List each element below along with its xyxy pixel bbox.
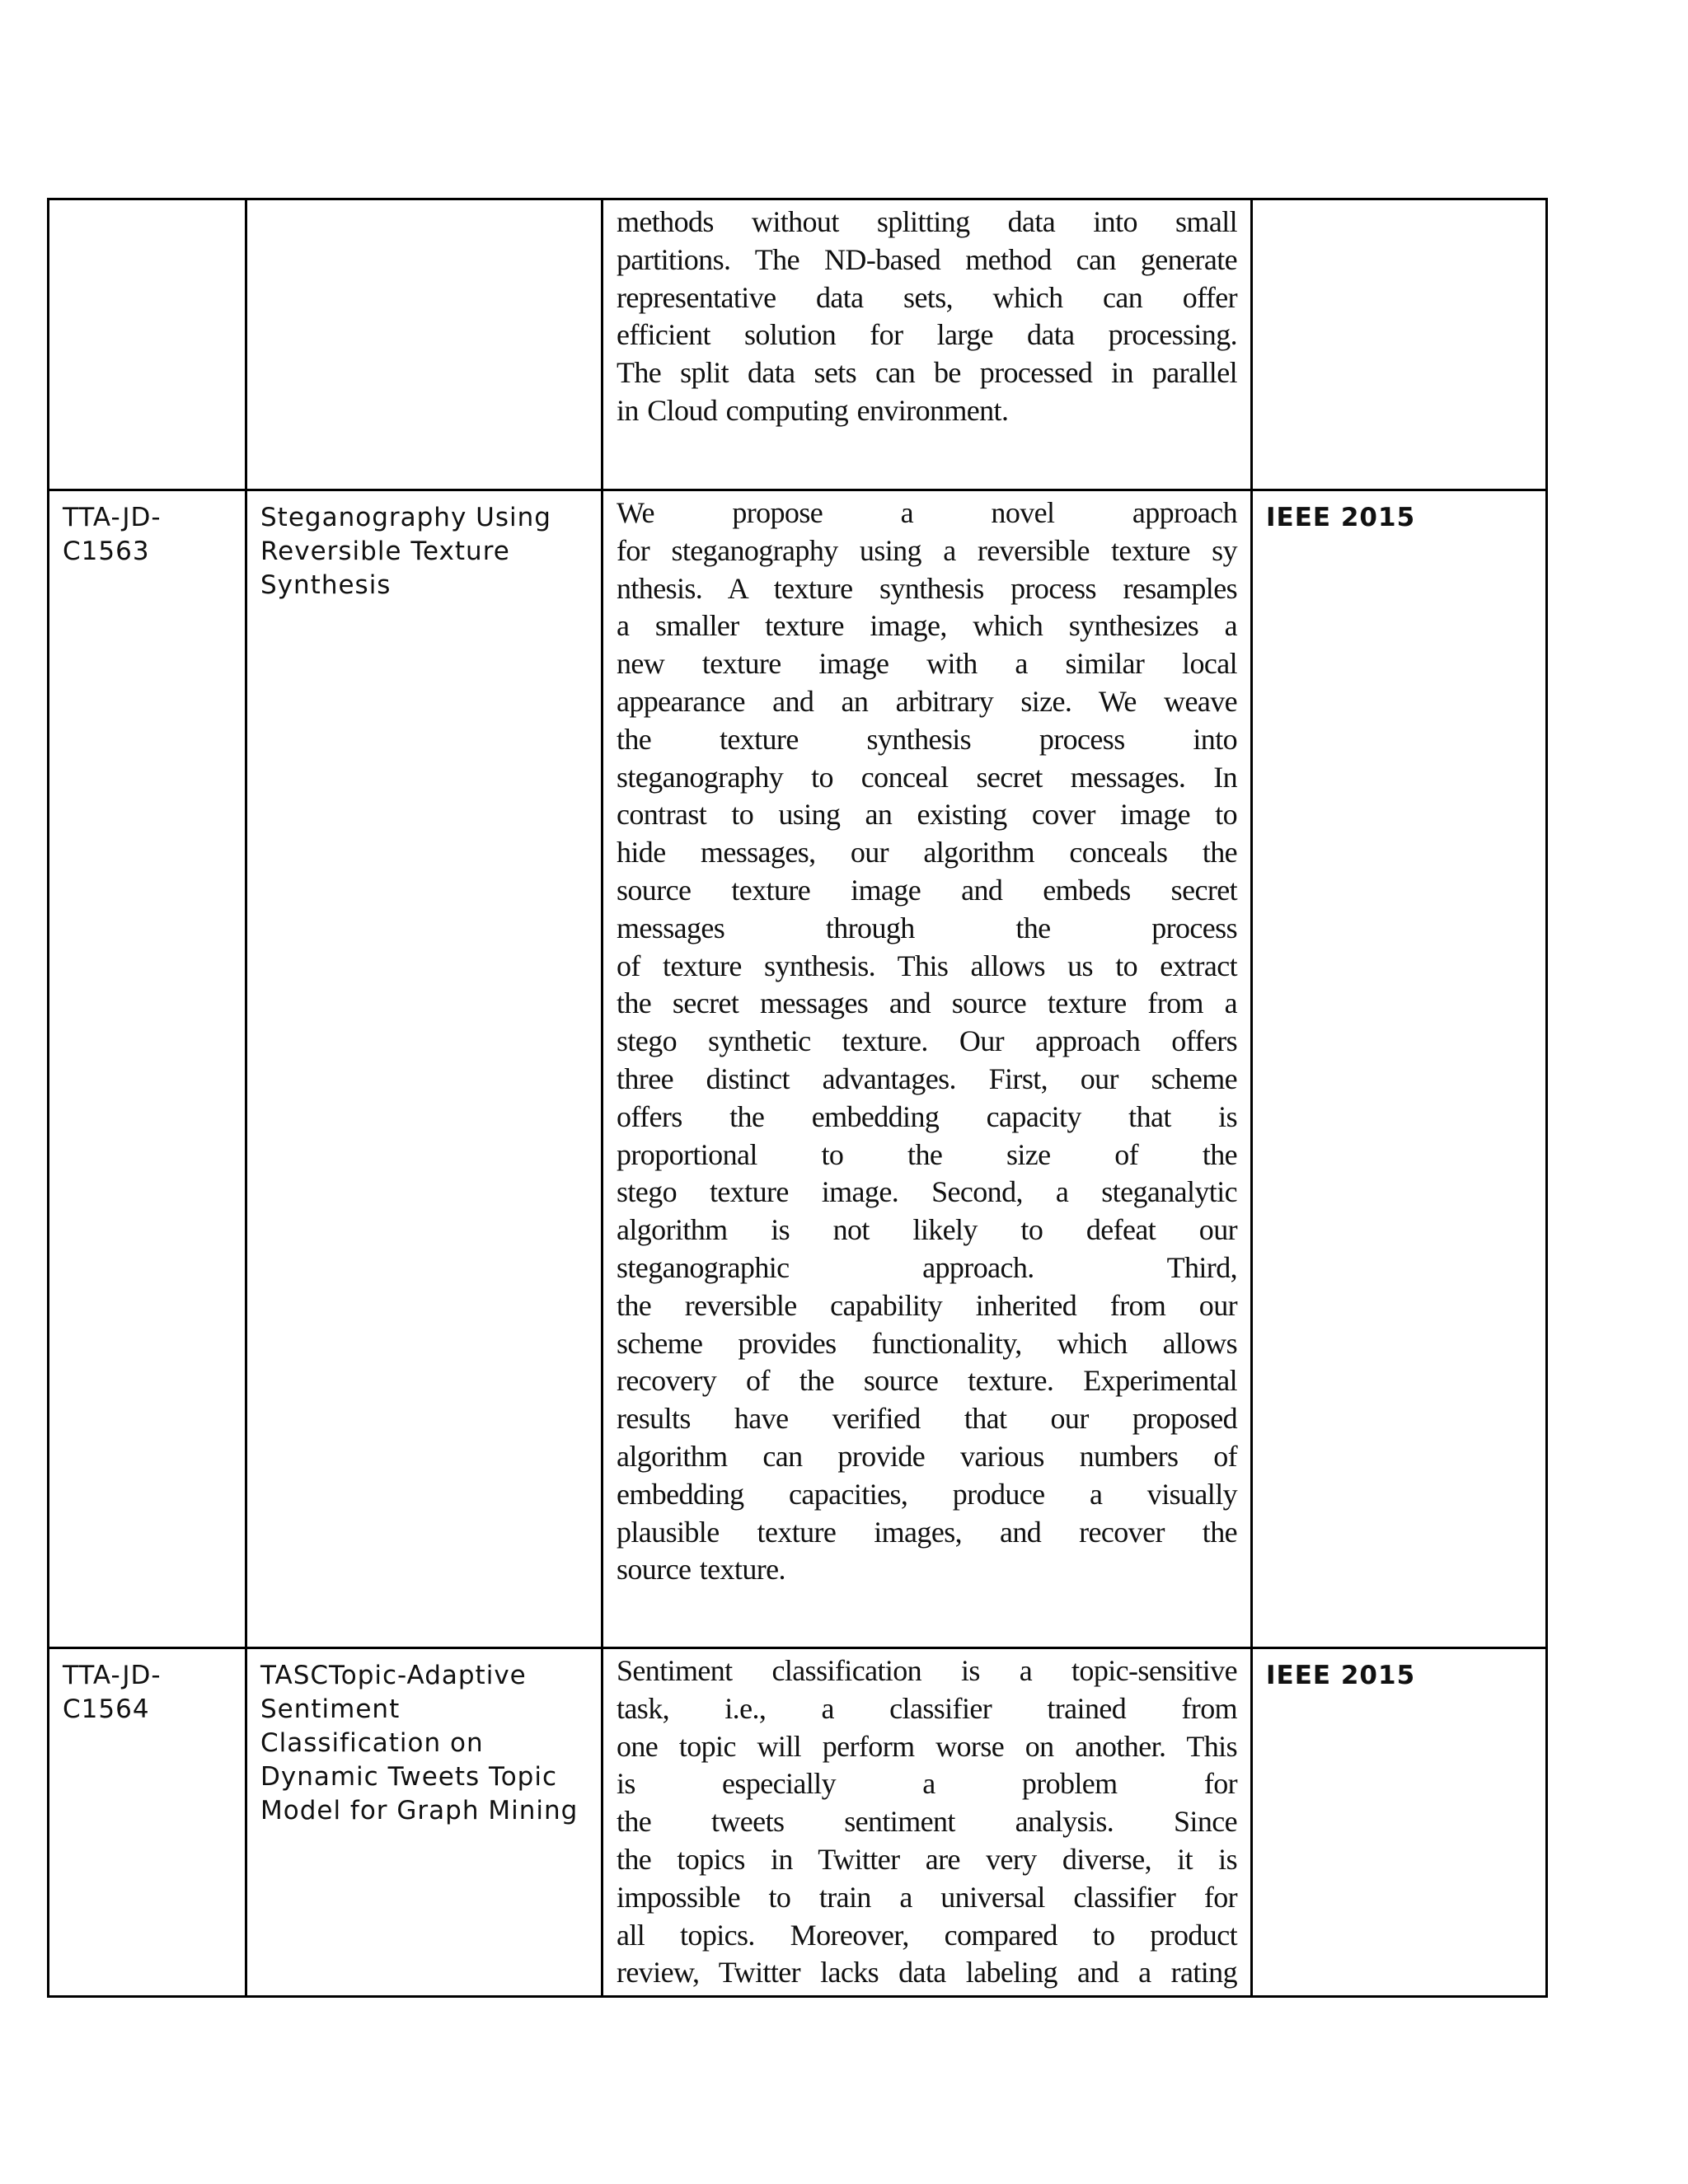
abstract-cell-line: all topics. Moreover, compared to product [617,1918,1237,1952]
abstract-cell-line: task, i.e., a classifier trained from [617,1691,1237,1725]
abstract-cell-line: is especially a problem for [617,1767,1237,1801]
table-row [49,199,1547,490]
abstract-cell-line: embedding capacities, produce a visually [617,1477,1237,1511]
abstract-cell-line: contrast to using an existing cover image to [617,798,1237,832]
abstract-cell-line: the tweets sentiment analysis. Since [617,1805,1237,1839]
project-title-cell-line: Model for Graph Mining [260,1796,579,1825]
project-id-cell [49,199,246,490]
project-title-cell-line: Steganography Using [260,503,551,532]
abstract-cell-line: hide messages, our algorithm conceals the [617,836,1237,869]
project-id-cell-line: C1563 [63,537,150,566]
abstract-cell [603,490,1252,1648]
abstract-cell-line: We propose a novel approach [617,496,1237,529]
project-title-cell-line: Synthesis [260,570,392,600]
project-title-cell-line: Dynamic Tweets Topic [260,1762,558,1792]
abstract-cell-line: stego synthetic texture. Our approach offers [617,1024,1237,1058]
abstract-cell-line: steganography to conceal secret messages. In [617,760,1237,794]
project-id-cell-line: C1564 [63,1694,150,1724]
publication-year-label: IEEE 2015 [1266,503,1416,532]
abstract-cell-line: the reversible capability inherited from our [617,1288,1237,1322]
abstract-cell-line: appearance and an arbitrary size. We weave [617,684,1237,718]
abstract-cell-line: algorithm can provide various numbers of [617,1439,1237,1473]
abstract-cell-line: Sentiment classification is a topic-sensitive [617,1654,1237,1687]
abstract-cell-line: source texture. [617,1553,785,1586]
abstract-cell-line: impossible to train a universal classifier for [617,1880,1237,1914]
abstract-cell-line: a smaller texture image, which synthesizes a [617,609,1237,643]
abstract-cell-line: the topics in Twitter are very diverse, it is [617,1842,1237,1876]
project-title-cell-line: Sentiment [260,1694,401,1724]
project-id-cell [49,1648,246,1997]
abstract-cell-line: the secret messages and source texture from a [617,987,1237,1020]
project-title-cell-line: Classification on [260,1728,484,1758]
project-title-cell [246,1648,603,1997]
publication-year-cell [1252,490,1547,1648]
abstract-cell-line: the texture synthesis process into [617,722,1237,756]
abstract-cell-line: recovery of the source texture. Experimental [617,1364,1237,1398]
project-id-cell-line: TTA-JD- [63,1661,162,1690]
abstract-cell-line: efficient solution for large data processing. [617,318,1237,352]
abstract-cell-line: scheme provides functionality, which allows [617,1326,1237,1360]
publication-year-cell [1252,199,1547,490]
abstract-cell-line: algorithm is not likely to defeat our [617,1213,1237,1247]
abstract-cell-line: messages through the process [617,911,1237,944]
abstract-cell-line: offers the embedding capacity that is [617,1099,1237,1133]
abstract-cell-line: new texture image with a similar local [617,647,1237,681]
abstract-cell-line: in Cloud computing environment. [617,393,1009,427]
abstract-cell-line: representative data sets, which can offer [617,280,1237,314]
table-row [49,1648,1547,1997]
abstract-cell-line: three distinct advantages. First, our scheme [617,1062,1237,1095]
project-id-cell-line: TTA-JD- [63,503,162,532]
abstract-cell-line: for steganography using a reversible texture sy [617,533,1237,567]
abstract-cell [603,199,1252,490]
table-body [49,199,1547,1997]
abstract-cell-line: methods without splitting data into small [617,205,1237,238]
abstract-cell-line: plausible texture images, and recover the [617,1515,1237,1549]
abstract-cell-line: review, Twitter lacks data labeling and a rating [617,1956,1237,1990]
project-title-cell [246,490,603,1648]
project-id-cell [49,490,246,1648]
project-title-cell-line: Reversible Texture [260,537,510,566]
project-table [47,198,1548,1998]
abstract-cell-line: stego texture image. Second, a steganalytic [617,1175,1237,1209]
abstract-cell-line: nthesis. A texture synthesis process resamples [617,571,1237,605]
abstract-cell [603,1648,1252,1997]
abstract-cell-line: The split data sets can be processed in parallel [617,356,1237,390]
abstract-cell-line: of texture synthesis. This allows us to extract [617,949,1237,982]
abstract-cell-line: one topic will perform worse on another. This [617,1729,1237,1763]
abstract-cell-line: source texture image and embeds secret [617,873,1237,907]
abstract-cell-line: steganographic approach. Third, [617,1250,1237,1284]
table-row [49,490,1547,1648]
abstract-cell-line: proportional to the size of the [617,1137,1237,1171]
project-title-cell [246,199,603,490]
project-title-cell-line: TASCTopic-Adaptive [260,1661,527,1690]
abstract-cell-line: partitions. The ND-based method can generate [617,242,1237,276]
publication-year-label: IEEE 2015 [1266,1661,1416,1690]
abstract-cell-line: results have verified that our proposed [617,1402,1237,1436]
publication-year-cell [1252,1648,1547,1997]
